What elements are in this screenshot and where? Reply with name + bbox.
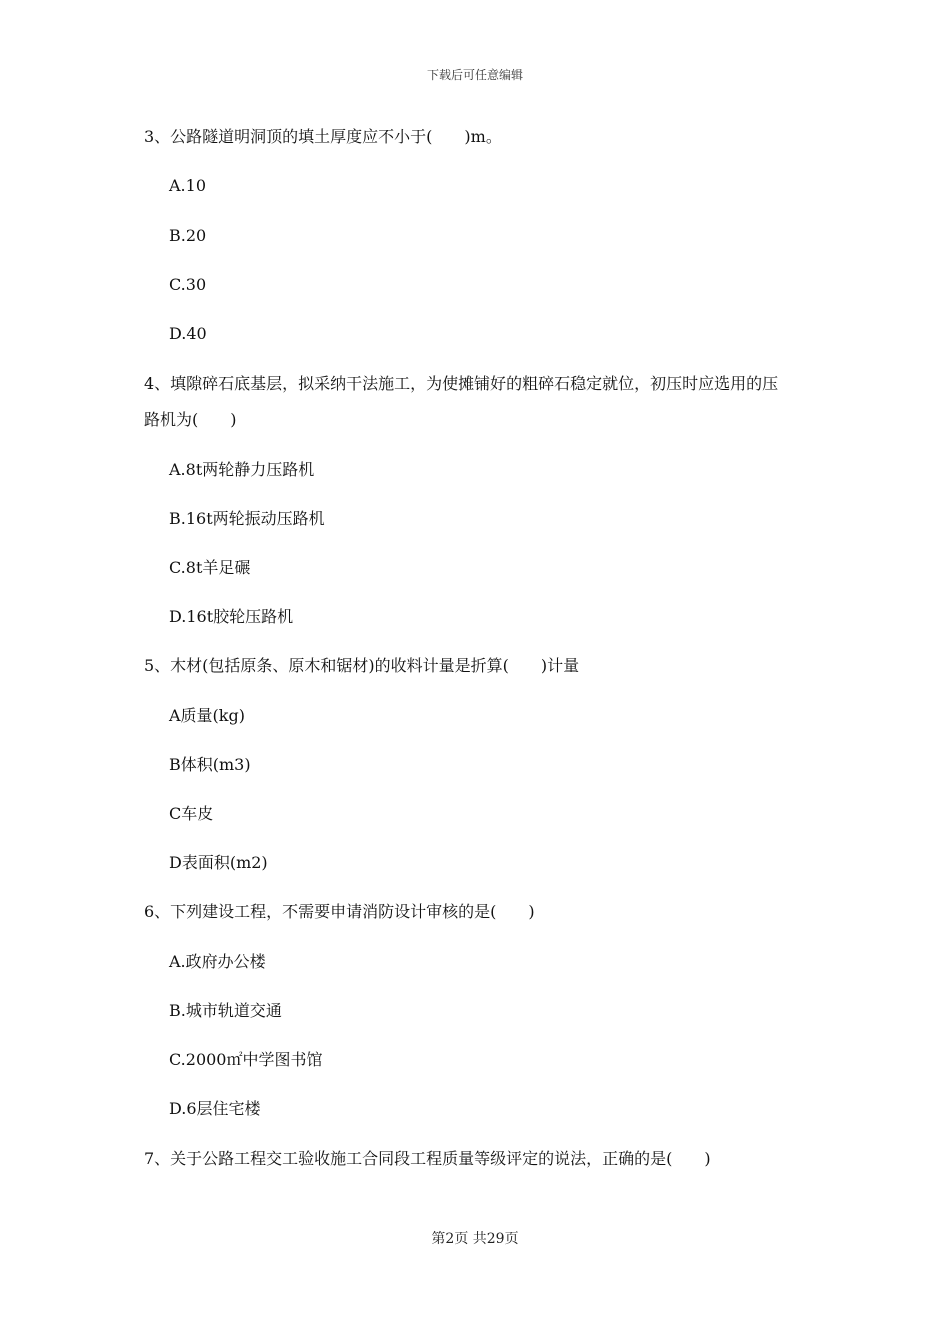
option-b: B.城市轨道交通 xyxy=(169,1001,282,1020)
page-footer: 第2页 共29页 xyxy=(431,1231,519,1247)
option-a: A.政府办公楼 xyxy=(169,952,266,971)
option-d: D.6层住宅楼 xyxy=(169,1099,261,1118)
option-b: B体积(m3) xyxy=(169,755,251,774)
option-c: C.30 xyxy=(169,275,207,294)
option-a: A.8t两轮静力压路机 xyxy=(169,460,315,479)
question-stem: 4、填隙碎石底基层，拟采纳干法施工，为使摊铺好的粗碎石稳定就位，初压时应选用的压 xyxy=(144,374,779,393)
option-b: B.20 xyxy=(169,226,207,245)
question-stem: 3、公路隧道明洞顶的填土厚度应不小于( )m。 xyxy=(144,127,502,146)
question-stem-continued: 路机为( ) xyxy=(144,410,237,429)
question-stem: 7、关于公路工程交工验收施工合同段工程质量等级评定的说法，正确的是( ) xyxy=(144,1149,711,1168)
option-d: D.16t胶轮压路机 xyxy=(169,607,294,626)
option-c: C.2000㎡中学图书馆 xyxy=(169,1050,323,1069)
option-a: A.10 xyxy=(169,176,206,195)
question-stem: 5、木材(包括原条、原木和锯材)的收料计量是折算( )计量 xyxy=(144,656,580,675)
option-c: C车皮 xyxy=(169,804,214,823)
page-header: 下载后可任意编辑 xyxy=(426,68,523,82)
option-d: D.40 xyxy=(169,324,207,343)
option-b: B.16t两轮振动压路机 xyxy=(169,509,325,528)
question-stem: 6、下列建设工程，不需要申请消防设计审核的是( ) xyxy=(144,902,535,921)
option-a: A质量(kg) xyxy=(169,706,245,725)
option-c: C.8t羊足碾 xyxy=(169,558,251,577)
option-d: D表面积(m2) xyxy=(169,853,268,872)
